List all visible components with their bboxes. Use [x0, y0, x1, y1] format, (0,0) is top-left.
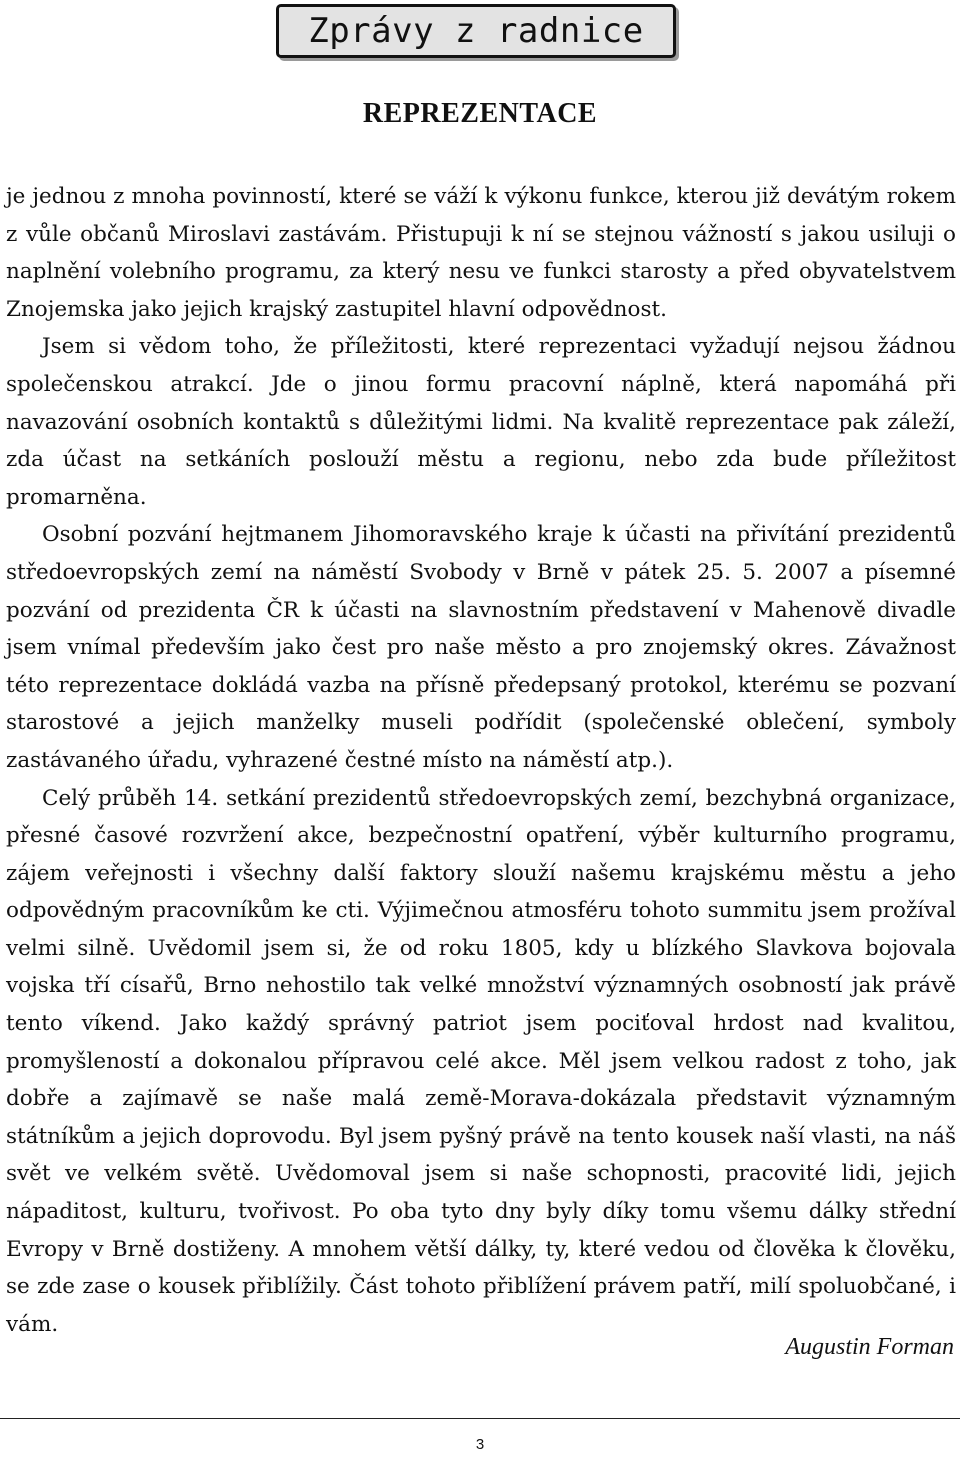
article-paragraph: je jednou z mnoha povinností, které se váží k výkonu funkce, kterou již devátým rokem z vůle občanů Miroslavi zastávám. Přistupuji k ní se stejnou vážností s jakou usiluji o naplnění volebního programu, za který nesu ve funkci starosty a před obyvatelstvem Znojemska jako jejich krajský zastupitel hlavní odpovědnost. — [6, 184, 956, 322]
article-body — [6, 178, 956, 1343]
page-title: Zprávy z radnice — [308, 11, 644, 51]
page-number: 3 — [475, 1436, 485, 1453]
article-paragraph: Osobní pozvání hejtmanem Jihomoravského kraje k účasti na přivítání prezidentů středoevropských zemí na náměstí Svobody v Brně v pátek 25. 5. 2007 a písemné pozvání od prezidenta ČR k účasti na slavnostním představení v Mahenově divadle jsem vnímal především jako čest pro naše město a pro znojemský okres. Závažnost této reprezentace dokládá vazba na přísně předepsaný protokol, kterému se pozvaní starostové a jejich manželky museli podřídit (společenské oblečení, symboly zastávaného úřadu, vyhrazené čestné místo na náměstí atp.). — [6, 522, 956, 773]
section-title: REPREZENTACE — [362, 98, 598, 129]
author-signature: Augustin Forman — [785, 1334, 954, 1360]
article-paragraph: Jsem si vědom toho, že příležitosti, které reprezentaci vyžadují nejsou žádnou společenskou atrakcí. Jde o jinou formu pracovní náplně, která napomáhá při navazování osobních kontaktů s důležitými lidmi. Na kvalitě reprezentace pak záleží, zda účast na setkáních poslouží městu a regionu, nebo zda bude příležitost promarněna. — [6, 334, 956, 510]
article-paragraph: Celý průběh 14. setkání prezidentů středoevropských zemí, bezchybná organizace, přesné časové rozvržení akce, bezpečnostní opatření, výběr kulturního programu, zájem veřejnosti i všechny další faktory slouží našemu krajskému městu a jeho odpovědným pracovníkům ke cti. Výjimečnou atmosféru tohoto summitu jsem prožíval velmi silně. Uvědomil jsem si, že od roku 1805, kdy u blízkého Slavkova bojovala vojska tří císařů, Brno nehostilo tak velké množství významných osobností jak právě tento víkend. Jako každý správný patriot jsem pociťoval hrdost nad kvalitou, promyšleností a dokonalou přípravou celé akce. Měl jsem velkou radost z toho, jak dobře a zajímavě se naše malá země-Morava-dokázala představit významným státníkům a jejich doprovodu. Byl jsem pyšný právě na tento kousek naší vlasti, na náš svět ve velkém světě. Uvědomoval jsem si naše schopnosti, pracovité lidi, jejich nápaditost, kulturu, tvořivost. Po oba tyto dny byly díky tomu všemu dálky střední Evropy v Brně dostiženy. A mnohem větší dálky, ty, které vedou od člověka k člověku, se zde zase o kousek přiblížily. Část tohoto přiblížení právem patří, milí spoluobčané, i vám. — [6, 785, 956, 1337]
footer-divider — [0, 1418, 960, 1419]
header-box — [276, 4, 676, 58]
